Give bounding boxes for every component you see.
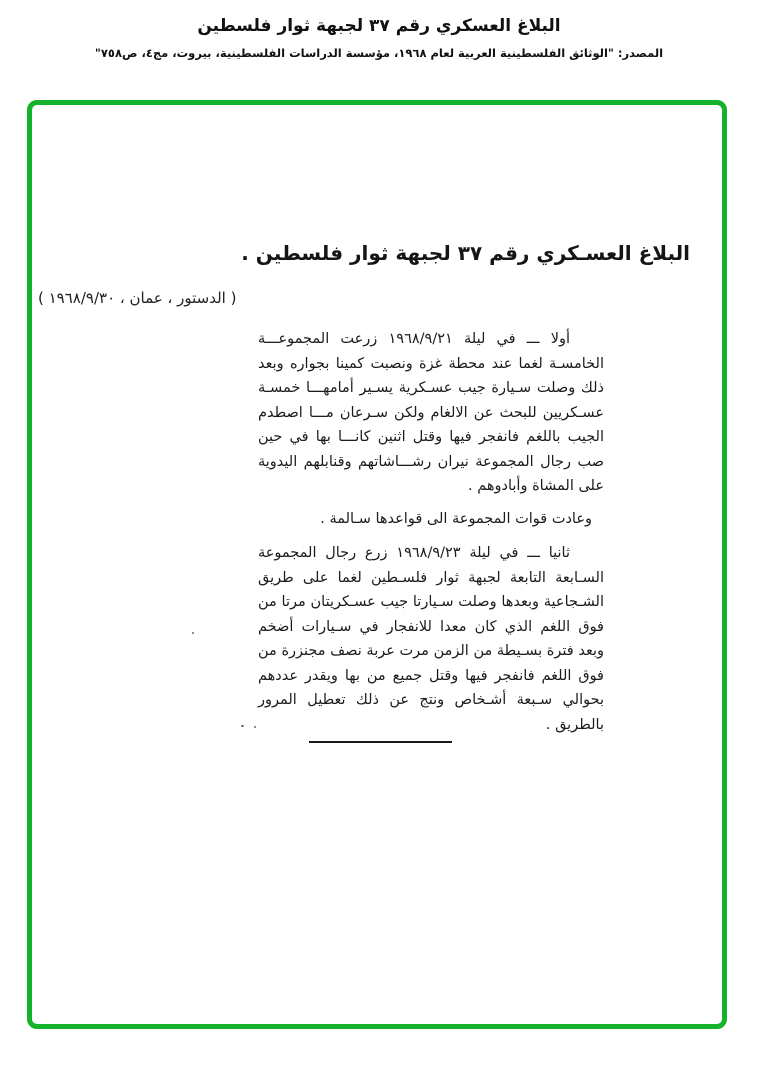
section-divider-line: [309, 741, 452, 743]
document-scan: [32, 105, 722, 1024]
page-header: [0, 14, 758, 60]
document-dateline: ( الدستور ، عمان ، ١٩٦٨/٩/٣٠ ): [38, 289, 237, 307]
header-communique-title: البلاغ العسكري رقم ٣٧ لجبهة ثوار فلسطين: [197, 16, 561, 36]
scan-speck: [192, 632, 194, 634]
paragraph-first: أولا ـــ في ليلة ١٩٦٨/٩/٢١ زرعت المجموعـــة الخامسـة لغما عند محطة غزة ونصبت كمينا بجواره وبعد ذلك وصلت سـيارة جيب عسـكرية يسـير أمامهـــا خمسـة عسـكريين للبحث عن الالغام ولكن سـرعان مـــا اصطدم الجيب باللغم فانفجر فيها وقتل اثنين كانـــا بها في حين صب رجال المجموعة نيران رشـــاشاتهم وقنابلهم اليدوية على المشاة وأبادوهم .: [258, 331, 604, 494]
document-title: البلاغ العسـكري رقم ٣٧ لجبهة ثوار فلسطين .: [241, 241, 690, 265]
scan-speck: [241, 725, 244, 727]
header-source-citation: المصدر: "الوثائق الفلسطينية العربية لعام ١٩٦٨، مؤسسة الدراسات الفلسطينية، بيروت، مج٤، ص٧٥٨": [94, 45, 664, 60]
paragraph-second: ثانيا ـــ في ليلة ١٩٦٨/٩/٢٣ زرع رجال المجموعة السـابعة التابعة لجبهة ثوار فلسـطين لغما على طريق الشـجاعية وبعدها وصلت سـيارتا جيب عسـكريتان مرتا من فوق اللغم الذي كان معدا للانفجار في سـيارات أضخم وبعد فترة بسـيطة من الزمن مرت عربة نصف مجنزرة من فوق اللغم فانفجر فيها وقتل جميع من بها ويقدر عددهم بحوالي سـبعة أشـخاص ونتج عن ذلك تعطيل المرور بالطريق .: [258, 545, 604, 733]
document-body: [258, 327, 604, 745]
paragraph-return-line: وعادت قوات المجموعة الى قواعدها سـالمة .: [320, 510, 592, 527]
document-green-frame: [27, 100, 727, 1029]
scan-speck: [254, 726, 256, 728]
